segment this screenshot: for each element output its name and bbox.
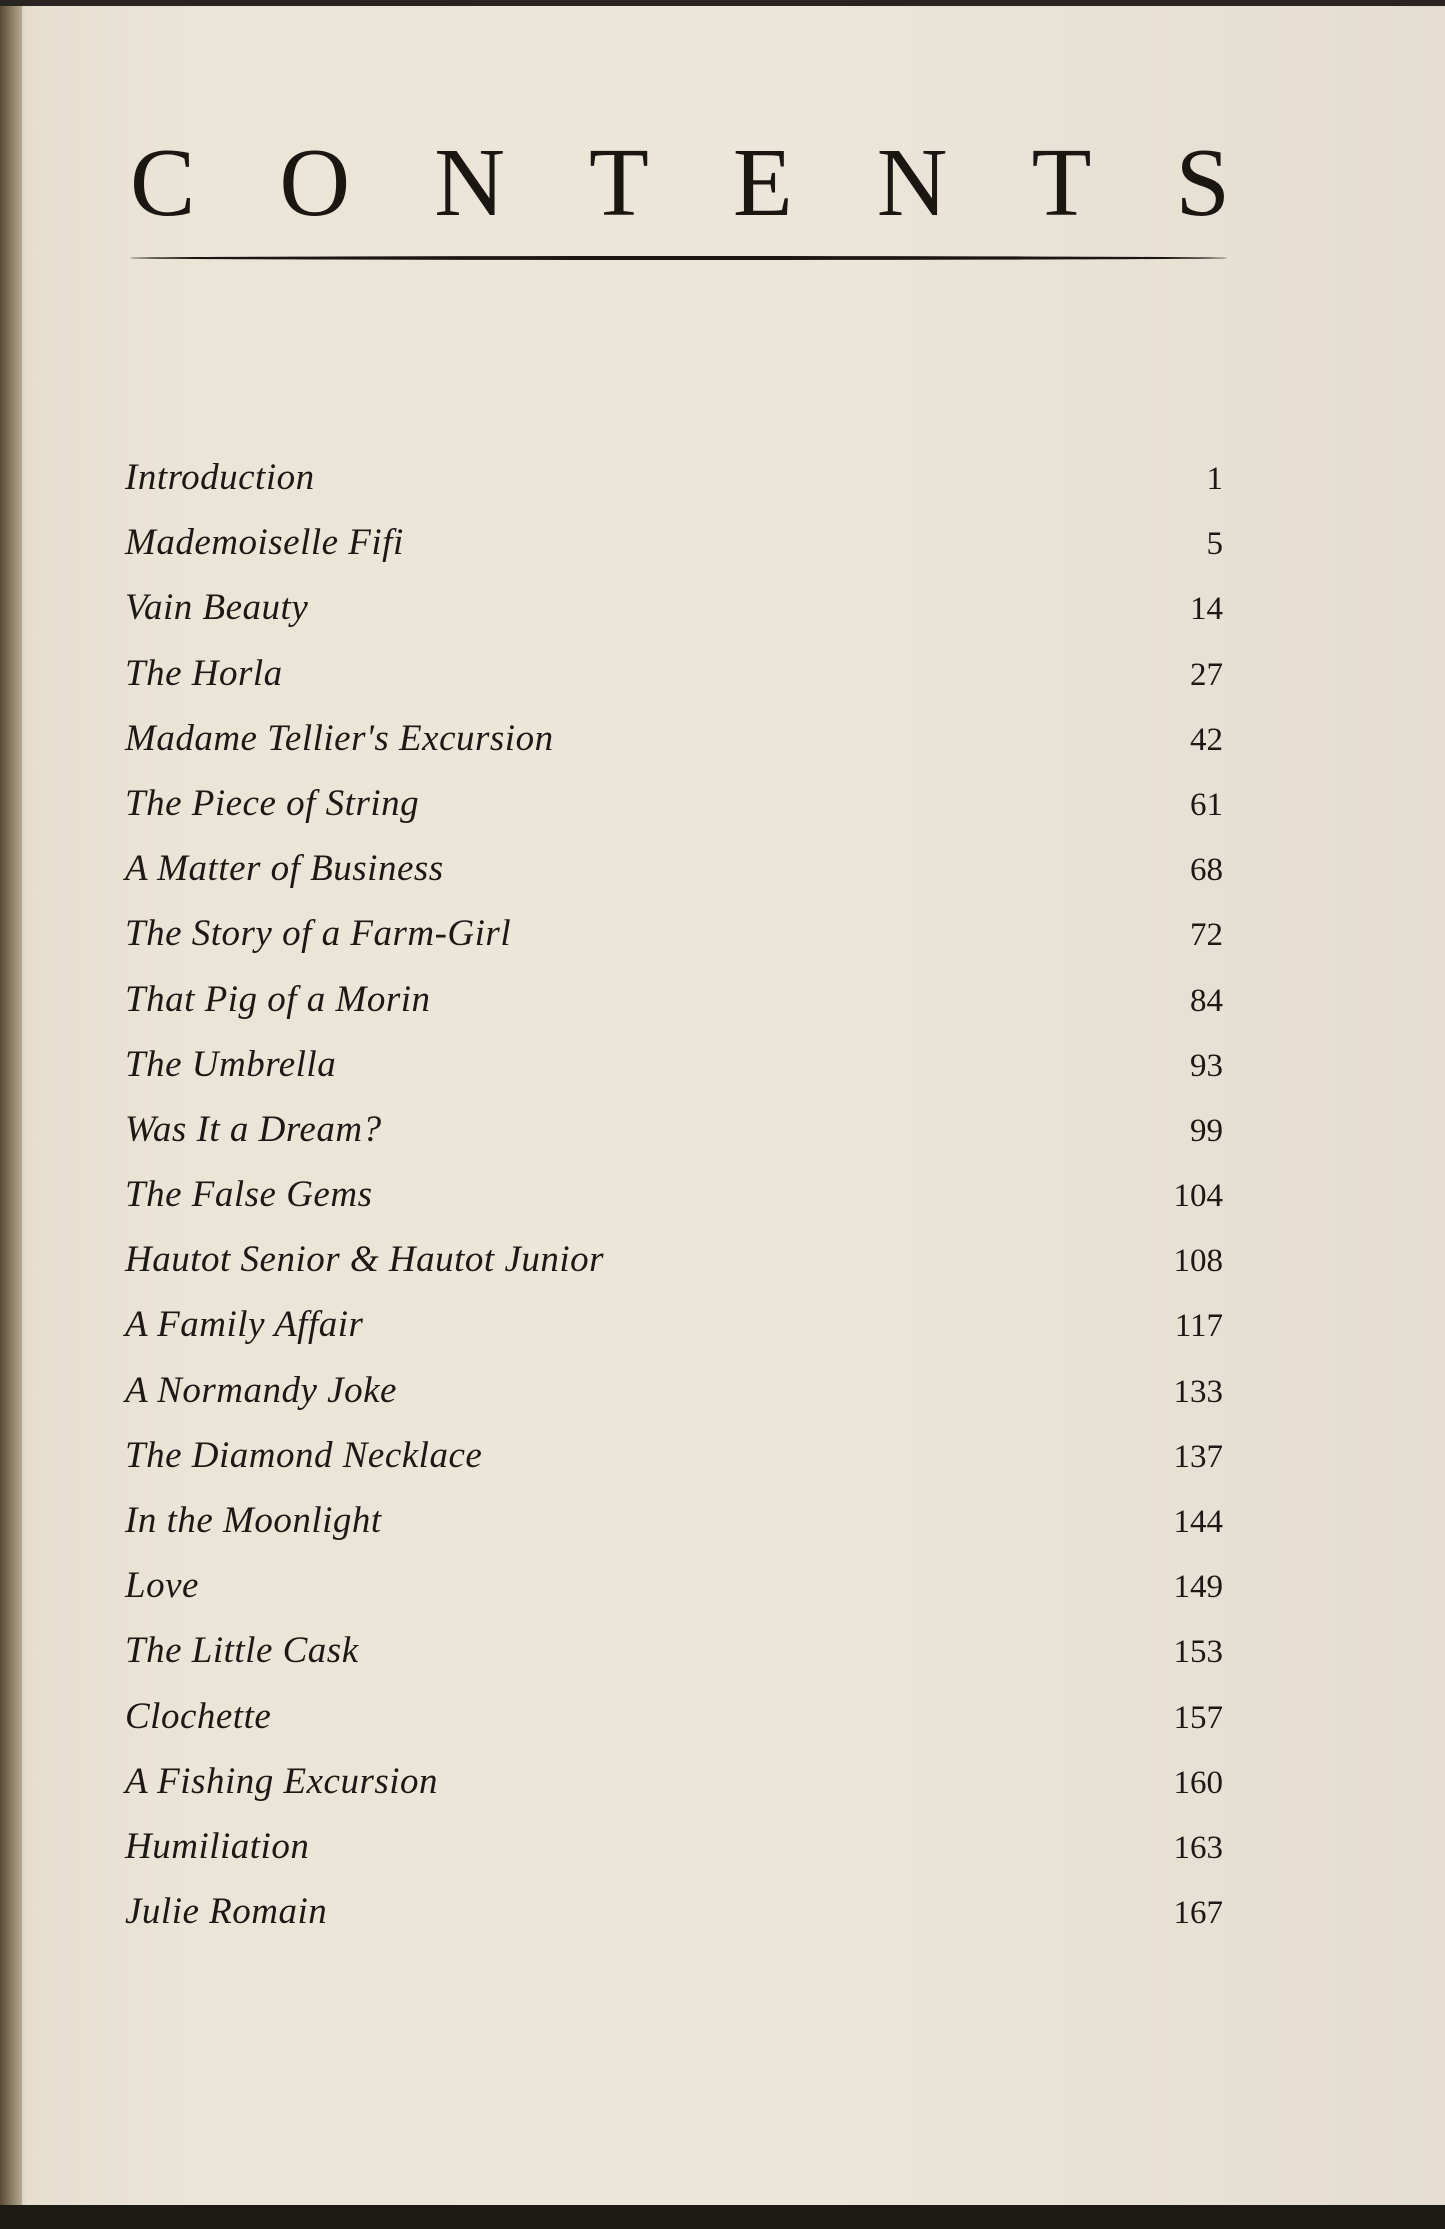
toc-entry <box>125 586 1223 651</box>
entry-page-number: 157 <box>1173 1699 1223 1736</box>
toc-entry <box>125 456 1223 521</box>
entry-title: Humiliation <box>125 1825 310 1867</box>
entry-page-number: 68 <box>1190 852 1223 889</box>
entry-title: Introduction <box>125 457 315 498</box>
entry-page-number: 5 <box>1206 526 1223 563</box>
toc-entry <box>125 1629 1223 1694</box>
book-page <box>0 6 1445 2206</box>
entry-page-number: 93 <box>1190 1047 1223 1084</box>
contents-heading <box>130 129 1230 237</box>
entry-title: Love <box>125 1565 199 1607</box>
toc-entry <box>125 1303 1223 1368</box>
entry-page-number: 144 <box>1173 1504 1223 1540</box>
entry-page-number: 133 <box>1173 1373 1223 1410</box>
entry-page-number: 104 <box>1173 1178 1223 1215</box>
toc-entry <box>125 1173 1223 1238</box>
heading-letter: S <box>1175 129 1230 237</box>
toc-entry <box>125 652 1223 717</box>
toc-entry <box>125 1108 1223 1173</box>
heading-letter: N <box>876 129 948 237</box>
toc-entry <box>125 1043 1223 1108</box>
entry-page-number: 160 <box>1173 1764 1223 1801</box>
heading-letter: E <box>732 129 793 237</box>
entry-page-number: 108 <box>1173 1243 1223 1280</box>
toc-entry <box>125 1695 1223 1760</box>
entry-title: Madame Tellier's Excursion <box>125 717 554 759</box>
toc-list <box>125 456 1223 1955</box>
toc-entry <box>125 1564 1223 1629</box>
entry-title: The Horla <box>125 652 283 694</box>
entry-title: Mademoiselle Fifi <box>125 522 404 564</box>
toc-entry <box>125 1434 1223 1499</box>
entry-page-number: 99 <box>1190 1112 1223 1149</box>
page-gutter <box>0 6 22 2206</box>
toc-entry <box>125 978 1223 1043</box>
toc-entry <box>125 717 1223 782</box>
entry-page-number: 42 <box>1190 721 1223 758</box>
toc-entry <box>125 782 1223 847</box>
entry-title: Vain Beauty <box>125 587 309 629</box>
entry-page-number: 117 <box>1174 1308 1223 1345</box>
heading-letter: T <box>588 129 649 237</box>
entry-page-number: 163 <box>1173 1829 1223 1866</box>
entry-title: The Little Cask <box>125 1630 359 1672</box>
heading-letter: O <box>279 129 351 237</box>
entry-page-number: 149 <box>1173 1569 1223 1606</box>
toc-entry <box>125 1760 1223 1825</box>
entry-page-number: 137 <box>1173 1438 1223 1475</box>
entry-title: A Normandy Joke <box>125 1369 397 1411</box>
entry-title: Clochette <box>125 1695 272 1737</box>
entry-title: In the Moonlight <box>125 1500 382 1541</box>
entry-title: Was It a Dream? <box>125 1108 382 1150</box>
entry-title: A Family Affair <box>125 1304 364 1346</box>
toc-entry <box>125 847 1223 912</box>
toc-entry <box>125 521 1223 586</box>
entry-page-number: 61 <box>1190 786 1223 823</box>
toc-entry <box>125 1825 1223 1890</box>
entry-title: A Matter of Business <box>125 848 444 890</box>
heading-letter: C <box>130 129 196 237</box>
toc-entry <box>125 1238 1223 1303</box>
entry-page-number: 27 <box>1190 656 1223 693</box>
page-bottom-edge <box>0 2205 1445 2229</box>
heading-letter: N <box>434 129 505 237</box>
toc-entry <box>125 912 1223 977</box>
entry-title: A Fishing Excursion <box>125 1760 439 1802</box>
entry-title: The Diamond Necklace <box>125 1434 483 1476</box>
entry-page-number: 72 <box>1190 917 1223 954</box>
entry-title: Hautot Senior & Hautot Junior <box>125 1239 605 1281</box>
entry-title: The Piece of String <box>125 782 420 824</box>
entry-page-number: 84 <box>1190 982 1223 1019</box>
entry-title: The False Gems <box>125 1174 373 1216</box>
entry-title: The Umbrella <box>125 1043 337 1085</box>
toc-entry <box>125 1369 1223 1434</box>
entry-page-number: 167 <box>1173 1895 1223 1932</box>
heading-rule <box>130 256 1227 260</box>
toc-entry <box>125 1890 1223 1955</box>
entry-page-number: 153 <box>1173 1634 1223 1671</box>
entry-title: That Pig of a Morin <box>125 978 431 1020</box>
entry-title: Julie Romain <box>125 1891 328 1933</box>
heading-letter: T <box>1031 129 1092 237</box>
entry-title: The Story of a Farm-Girl <box>125 913 512 955</box>
toc-entry <box>125 1499 1223 1564</box>
entry-page-number: 1 <box>1206 461 1223 497</box>
entry-page-number: 14 <box>1190 591 1223 628</box>
